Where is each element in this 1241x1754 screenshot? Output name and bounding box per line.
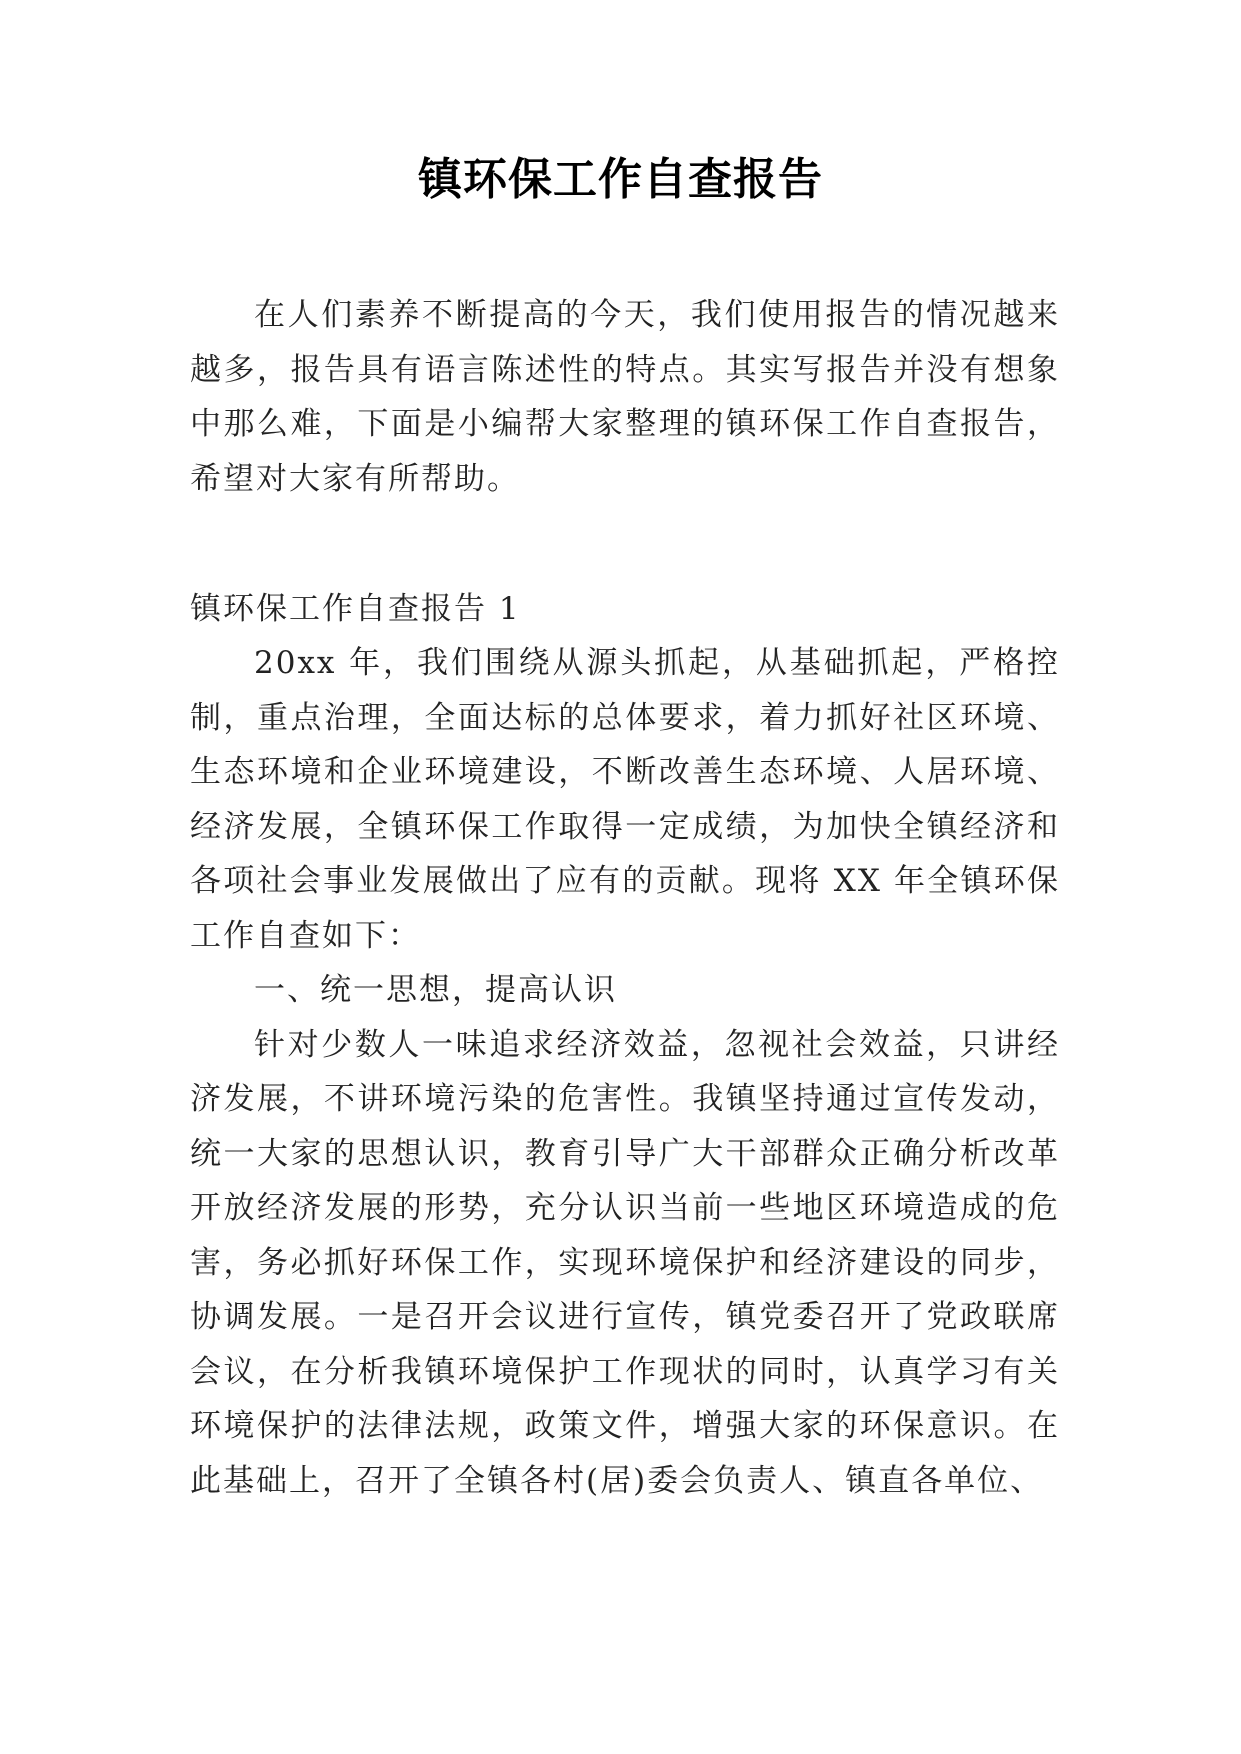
intro-section (190, 288, 1060, 506)
body-paragraph: 针对少数人一味追求经济效益，忽视社会效益，只讲经济发展，不讲环境污染的危害性。我镇坚持通过宣传发动，统一大家的思想认识，教育引导广大干部群众正确分析改革开放经济发展的形势，充分认识当前一些地区环境造成的危害，务必抓好环保工作，实现环境保护和经济建设的同步，协调发展。一是召开会议进行宣传，镇党委召开了党政联席会议，在分析我镇环境保护工作现状的同时，认真学习有关环境保护的法律法规，政策文件，增强大家的环保意识。在此基础上，召开了全镇各村(居)委会负责人、镇直各单位、 (190, 1026, 1060, 1499)
main-section (190, 636, 1060, 1508)
body-paragraph: 20xx 年，我们围绕从源头抓起，从基础抓起，严格控制，重点治理，全面达标的总体要求，着力抓好社区环境、生态环境和企业环境建设，不断改善生态环境、人居环境、经济发展，全镇环保工作取得一定成绩，为加快全镇经济和各项社会事业发展做出了应有的贡献。现将 XX 年全镇环保工作自查如下： (190, 645, 1060, 954)
intro-paragraph: 在人们素养不断提高的今天，我们使用报告的情况越来越多，报告具有语言陈述性的特点。其实写报告并没有想象中那么难，下面是小编帮大家整理的镇环保工作自查报告，希望对大家有所帮助。 (190, 297, 1060, 497)
document-title: 镇环保工作自查报告 (418, 154, 823, 205)
subheading: 一、统一思想，提高认识 (254, 972, 617, 1008)
section-heading-block (190, 582, 1060, 637)
section-title: 镇环保工作自查报告 1 (190, 591, 521, 627)
